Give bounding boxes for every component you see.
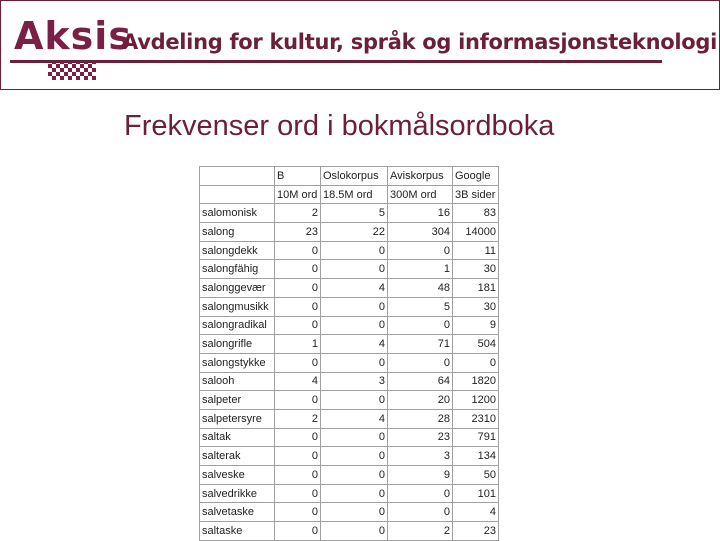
count-cell: 22 [321, 223, 388, 242]
word-cell: salongstykke [200, 353, 275, 372]
count-cell: 83 [453, 204, 499, 223]
word-cell: salonggevær [200, 279, 275, 298]
count-cell: 4 [321, 409, 388, 428]
table-row [200, 484, 499, 503]
count-cell: 4 [453, 503, 499, 522]
count-cell: 0 [388, 353, 453, 372]
column-header-cell: 3B sider [453, 185, 499, 204]
count-cell: 0 [275, 484, 321, 503]
header-corner-cell [200, 185, 275, 204]
table-row [200, 204, 499, 223]
column-header-cell: Google [453, 167, 499, 186]
word-cell: salong [200, 223, 275, 242]
count-cell: 0 [275, 522, 321, 541]
logo-checker-pattern [48, 60, 96, 80]
count-cell: 1200 [453, 391, 499, 410]
table-row [200, 447, 499, 466]
count-cell: 134 [453, 447, 499, 466]
slide-title: Frekvenser ord i bokmålsordboka [124, 110, 555, 142]
count-cell: 304 [388, 223, 453, 242]
table-row [200, 428, 499, 447]
count-cell: 2 [388, 522, 453, 541]
count-cell: 0 [275, 297, 321, 316]
count-cell: 181 [453, 279, 499, 298]
count-cell: 23 [453, 522, 499, 541]
table-row [200, 316, 499, 335]
count-cell: 20 [388, 391, 453, 410]
count-cell: 0 [321, 391, 388, 410]
word-cell: salomonisk [200, 204, 275, 223]
count-cell: 11 [453, 241, 499, 260]
word-cell: salvedrikke [200, 484, 275, 503]
word-cell: salveske [200, 466, 275, 485]
count-cell: 0 [275, 260, 321, 279]
table-row [200, 223, 499, 242]
word-cell: salongmusikk [200, 297, 275, 316]
count-cell: 0 [321, 447, 388, 466]
table-header-row [200, 167, 499, 186]
header-corner-cell [200, 167, 275, 186]
count-cell: 3 [321, 372, 388, 391]
count-cell: 30 [453, 260, 499, 279]
column-header-cell: 300M ord [388, 185, 453, 204]
count-cell: 23 [275, 223, 321, 242]
count-cell: 0 [388, 241, 453, 260]
count-cell: 0 [321, 316, 388, 335]
word-cell: salongrifle [200, 335, 275, 354]
count-cell: 4 [321, 279, 388, 298]
count-cell: 28 [388, 409, 453, 428]
count-cell: 0 [321, 241, 388, 260]
department-name: Avdeling for kultur, språk og informasjonsteknologi [122, 30, 718, 54]
count-cell: 1 [275, 335, 321, 354]
table-row [200, 241, 499, 260]
count-cell: 5 [321, 204, 388, 223]
word-cell: salterak [200, 447, 275, 466]
word-cell: salongdekk [200, 241, 275, 260]
column-header-cell: Oslokorpus [321, 167, 388, 186]
word-cell: saltaske [200, 522, 275, 541]
count-cell: 0 [275, 447, 321, 466]
count-cell: 64 [388, 372, 453, 391]
count-cell: 0 [275, 428, 321, 447]
count-cell: 2 [275, 409, 321, 428]
count-cell: 0 [321, 260, 388, 279]
column-header-cell: Aviskorpus [388, 167, 453, 186]
count-cell: 0 [321, 428, 388, 447]
count-cell: 0 [453, 353, 499, 372]
count-cell: 0 [275, 316, 321, 335]
table-header-row [200, 185, 499, 204]
count-cell: 0 [275, 466, 321, 485]
count-cell: 9 [388, 466, 453, 485]
count-cell: 50 [453, 466, 499, 485]
word-cell: saltak [200, 428, 275, 447]
table-row [200, 353, 499, 372]
count-cell: 504 [453, 335, 499, 354]
count-cell: 0 [275, 353, 321, 372]
count-cell: 0 [388, 503, 453, 522]
count-cell: 0 [275, 391, 321, 410]
word-cell: salvetaske [200, 503, 275, 522]
count-cell: 791 [453, 428, 499, 447]
table-row [200, 522, 499, 541]
column-header-cell: B [275, 167, 321, 186]
word-cell: salongradikal [200, 316, 275, 335]
count-cell: 0 [388, 484, 453, 503]
count-cell: 0 [321, 466, 388, 485]
table-row [200, 260, 499, 279]
count-cell: 9 [453, 316, 499, 335]
table-row [200, 391, 499, 410]
table-row [200, 372, 499, 391]
count-cell: 16 [388, 204, 453, 223]
table-row [200, 503, 499, 522]
count-cell: 14000 [453, 223, 499, 242]
column-header-cell: 10M ord [275, 185, 321, 204]
count-cell: 0 [275, 503, 321, 522]
table-row [200, 409, 499, 428]
table-row [200, 297, 499, 316]
word-cell: salpetersyre [200, 409, 275, 428]
table-row [200, 466, 499, 485]
count-cell: 0 [321, 522, 388, 541]
count-cell: 4 [275, 372, 321, 391]
frequency-table [199, 166, 499, 541]
count-cell: 101 [453, 484, 499, 503]
table-row [200, 279, 499, 298]
count-cell: 2 [275, 204, 321, 223]
count-cell: 4 [321, 335, 388, 354]
count-cell: 3 [388, 447, 453, 466]
count-cell: 1 [388, 260, 453, 279]
count-cell: 23 [388, 428, 453, 447]
aksis-logo: Aksis [14, 14, 132, 58]
count-cell: 0 [321, 297, 388, 316]
count-cell: 0 [275, 241, 321, 260]
table-row [200, 335, 499, 354]
column-header-cell: 18.5M ord [321, 185, 388, 204]
count-cell: 0 [321, 484, 388, 503]
count-cell: 1820 [453, 372, 499, 391]
count-cell: 0 [275, 279, 321, 298]
count-cell: 48 [388, 279, 453, 298]
count-cell: 5 [388, 297, 453, 316]
count-cell: 30 [453, 297, 499, 316]
word-cell: salooh [200, 372, 275, 391]
count-cell: 71 [388, 335, 453, 354]
count-cell: 0 [321, 503, 388, 522]
header-banner [0, 0, 720, 90]
count-cell: 0 [388, 316, 453, 335]
count-cell: 2310 [453, 409, 499, 428]
header-rule [10, 60, 662, 63]
word-cell: salpeter [200, 391, 275, 410]
word-cell: salongfähig [200, 260, 275, 279]
count-cell: 0 [321, 353, 388, 372]
